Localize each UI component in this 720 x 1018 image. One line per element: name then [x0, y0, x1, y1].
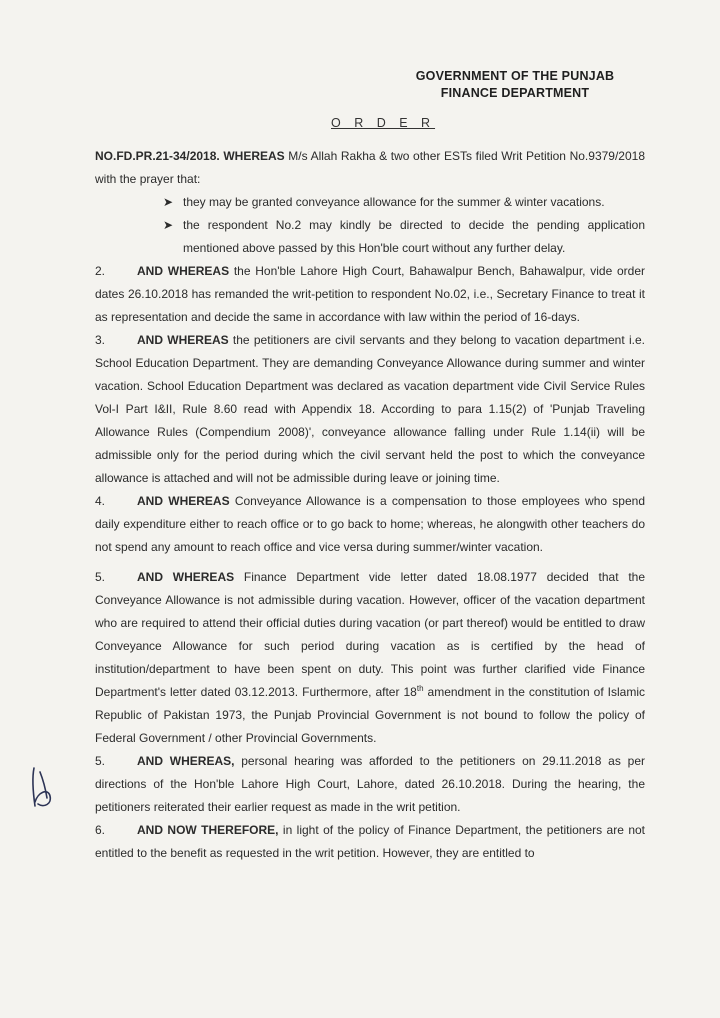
arrow-bullet-icon: ➤ — [163, 218, 174, 232]
paragraph-text: the petitioners are civil servants and they belong to vacation department i.e. School Education Department. They are demanding Conveyance Allowance during summer and winter vacation. School Education Department was declared as vacation department vide Civil Service Rules Vol-I Part I&II, Rule 8.60 read with Appendix 18. According to para 1.15(2) of 'Punjab Traveling Allowance Rules (Compendium 2008)', conveyance allowance falling under Rule 1.14(ii) will be admissible only for the period during which the civil servant held the post to which the conveyance allowance is attached and will not be admissible during leave or joining time. — [95, 333, 645, 485]
document-body — [95, 145, 645, 865]
letterhead-line-1: GOVERNMENT OF THE PUNJAB — [415, 69, 615, 83]
paragraph-text: the Hon'ble Lahore High Court, Bahawalpur Bench, Bahawalpur, vide order dates 26.10.2018 has remanded the writ-petition to respondent No.02, i.e., Secretary Finance to treat it as representation and decide the same in accordance with law within the period of 16-days. — [95, 264, 645, 324]
paragraph-lead: AND WHEREAS, — [137, 754, 235, 768]
paragraph-3 — [95, 329, 645, 490]
list-item — [163, 214, 645, 260]
paragraph-text-continued: amendment in the constitution of Islamic Republic of Pakistan 1973, the Punjab Provincial Government is not bound to follow the policy of Federal Government / other Provincial Governments. — [95, 685, 645, 745]
paragraph-5b — [95, 750, 645, 819]
intro-paragraph — [95, 145, 645, 191]
prayer-item-2: the respondent No.2 may kindly be directed to decide the pending application mentioned above passed by this Hon'ble court without any further delay. — [183, 218, 645, 255]
paragraph-number: 3. — [95, 333, 106, 347]
paragraph-number: 5. — [95, 570, 106, 584]
paragraph-number: 5. — [95, 754, 106, 768]
paragraph-text: Conveyance Allowance is a compensation to those employees who spend daily expenditure either to reach office or to go back to home; whereas, he alongwith other teachers do not spend any amount to reach office and vice versa during summer/winter vacation. — [95, 494, 645, 554]
order-title: O R D E R — [331, 116, 436, 130]
reference-number: NO.FD.PR.21-34/2018. — [95, 149, 220, 163]
paragraph-text: personal hearing was afforded to the petitioners on 29.11.2018 as per directions of the Hon'ble Lahore High Court, Lahore, dated 26.10.2018. During the hearing, the petitioners reiterated their earlier request as made in the writ petition. — [95, 754, 645, 814]
handwritten-initial-icon — [26, 762, 56, 810]
paragraph-4 — [95, 490, 645, 559]
list-item — [163, 191, 645, 214]
prayer-item-1: they may be granted conveyance allowance for the summer & winter vacations. — [183, 195, 605, 209]
paragraph-text: Finance Department vide letter dated 18.08.1977 decided that the Conveyance Allowance is not admissible during vacation. However, officer of the vacation department who are required to attend their official duties during vacation (or part thereof) would be entitled to draw Conveyance Allowance for such period during vacation as is certified by the head of institution/department to have been spent on duty. This point was further clarified vide Finance Department's letter dated 03.12.2013. Furthermore, after 18 — [95, 570, 646, 699]
intro-text: M/s Allah Rakha & two other ESTs filed Writ Petition No.9379/2018 with the prayer that: — [95, 149, 645, 186]
paragraph-number: 2. — [95, 264, 106, 278]
intro-whereas: WHEREAS — [223, 149, 285, 163]
paragraph-text: in light of the policy of Finance Department, the petitioners are not entitled to the benefit as requested in the writ petition. However, they are entitled to — [95, 823, 645, 860]
paragraph-lead: AND WHEREAS — [137, 333, 229, 347]
paragraph-lead: AND NOW THEREFORE, — [137, 823, 279, 837]
paragraph-lead: AND WHEREAS — [137, 570, 235, 584]
arrow-bullet-icon: ➤ — [163, 195, 174, 209]
paragraph-2 — [95, 260, 645, 329]
paragraph-5a — [95, 566, 645, 750]
paragraph-lead: AND WHEREAS — [137, 264, 230, 278]
paragraph-number: 6. — [95, 823, 106, 837]
paragraph-lead: AND WHEREAS — [137, 494, 230, 508]
superscript: th — [416, 684, 424, 693]
letterhead — [380, 68, 650, 102]
paragraph-number: 4. — [95, 494, 106, 508]
prayer-list — [95, 191, 645, 260]
paragraph-6 — [95, 819, 645, 865]
letterhead-line-2: FINANCE DEPARTMENT — [440, 86, 590, 100]
